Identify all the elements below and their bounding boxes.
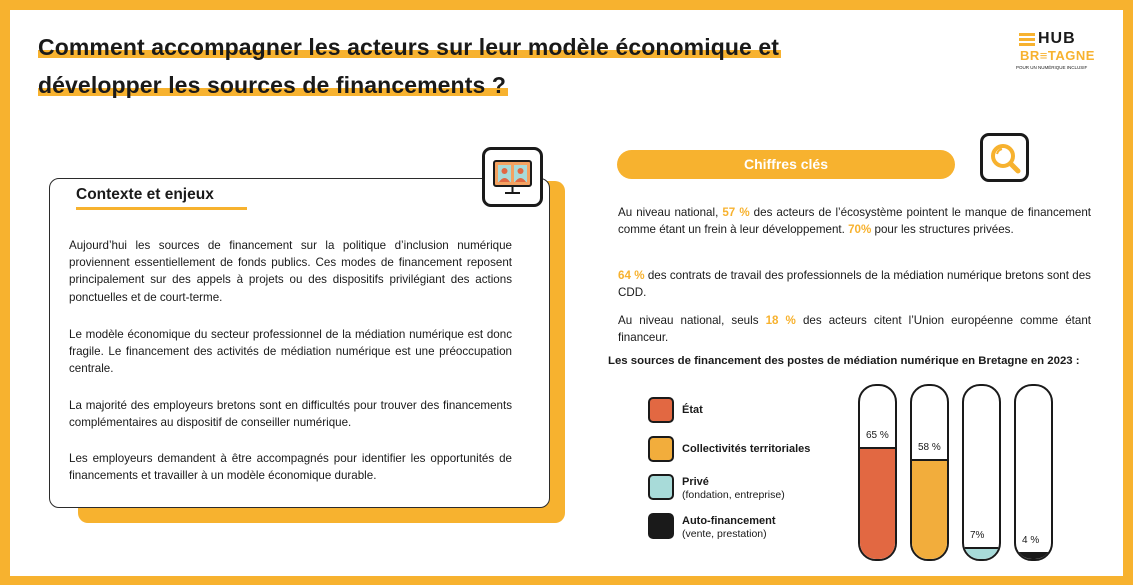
stat-70-pct: 70% [848,223,872,237]
legend-swatch-autofinancement [648,513,674,539]
stat-national-funding: Au niveau national, 57 % des acteurs de l’écosystème pointent le manque de financement comme étant un frein à leur développement. 70% pour les structures privées. [618,206,1091,237]
legend-sublabel-autofinancement: (vente, prestation) [682,528,767,540]
title-line-2-text: développer les sources de financements ? [38,72,506,98]
logo-hub-text: HUB [1038,30,1076,47]
logo-bretagne-text: BR≡TAGNE [1020,48,1095,63]
bar-tube-collectivites [910,384,949,561]
context-paragraph-4: Les employeurs demandent à être accompagnés pour identifier les opportunités de financements et travailler à un modèle économique durable. [69,452,512,483]
context-heading: Contexte et enjeux [76,186,214,203]
bar-tube-etat [858,384,897,561]
context-heading-underline [76,207,247,210]
bar-fill-prive [964,547,999,559]
legend-label-autofinancement: Auto-financement [682,515,776,527]
legend-swatch-prive [648,474,674,500]
logo-lines-icon [1019,33,1035,47]
legend-swatch-etat [648,397,674,423]
stat-eu-funding: Au niveau national, seuls 18 % des acteurs citent l’Union européenne comme étant financeur. [618,314,1091,345]
logo-tagline: POUR UN NUMÉRIQUE INCLUSIF [1016,65,1088,70]
border-top [0,0,1133,10]
bar-label-collectivites: 58 % [918,442,941,453]
stat-57-pct: 57 % [722,206,750,219]
bar-label-etat: 65 % [866,430,889,441]
context-paragraph-2: Le modèle économique du secteur professionnel de la médiation numérique est donc fragile. Le financement des activités de médiation numérique est une préoccupation centrale. [69,328,512,376]
legend-swatch-collectivites [648,436,674,462]
title-line-1-text: Comment accompagner les acteurs sur leur modèle économique et [38,34,780,60]
border-left [0,0,10,585]
bar-label-prive: 7% [970,530,985,541]
magnifier-icon [980,133,1029,182]
legend-label-prive: Privé [682,476,709,488]
page-title-line-2 [38,72,508,99]
hub-bretagne-logo [1012,30,1095,75]
bar-fill-collectivites [912,459,947,559]
stat-cdd-contracts: 64 % des contrats de travail des professionnels de la médiation numérique bretons sont des CDD. [618,269,1091,300]
key-figures-title: Chiffres clés [743,156,829,172]
legend-label-etat: État [682,404,703,416]
bar-fill-etat [860,447,895,559]
page-title-line-1 [38,34,781,61]
chart-title: Les sources de financement des postes de médiation numérique en Bretagne en 2023 : [608,355,1080,367]
border-bottom [0,576,1133,585]
legend-label-collectivites: Collectivités territoriales [682,443,811,455]
context-paragraph-3: La majorité des employeurs bretons sont en difficultés pour trouver des financements complémentaires au dispositif de conseiller numérique. [69,399,512,430]
stat-64-pct: 64 % [618,269,645,282]
legend-sublabel-prive: (fondation, entreprise) [682,489,785,501]
bar-fill-autofinancement [1016,552,1051,559]
context-paragraph-1: Aujourd’hui les sources de financement sur la politique d’inclusion numérique proviennent essentiellement de fonds publics. Ces modes de financement reposent principalement sur des appels à projets ou des dispositifs privilégiant des actions ponctuelles et de court-terme. [69,239,512,304]
bar-label-autofinancement: 4 % [1022,535,1040,546]
presentation-screen-icon [482,147,543,207]
stat-18-pct: 18 % [765,314,796,327]
border-right [1123,0,1133,585]
